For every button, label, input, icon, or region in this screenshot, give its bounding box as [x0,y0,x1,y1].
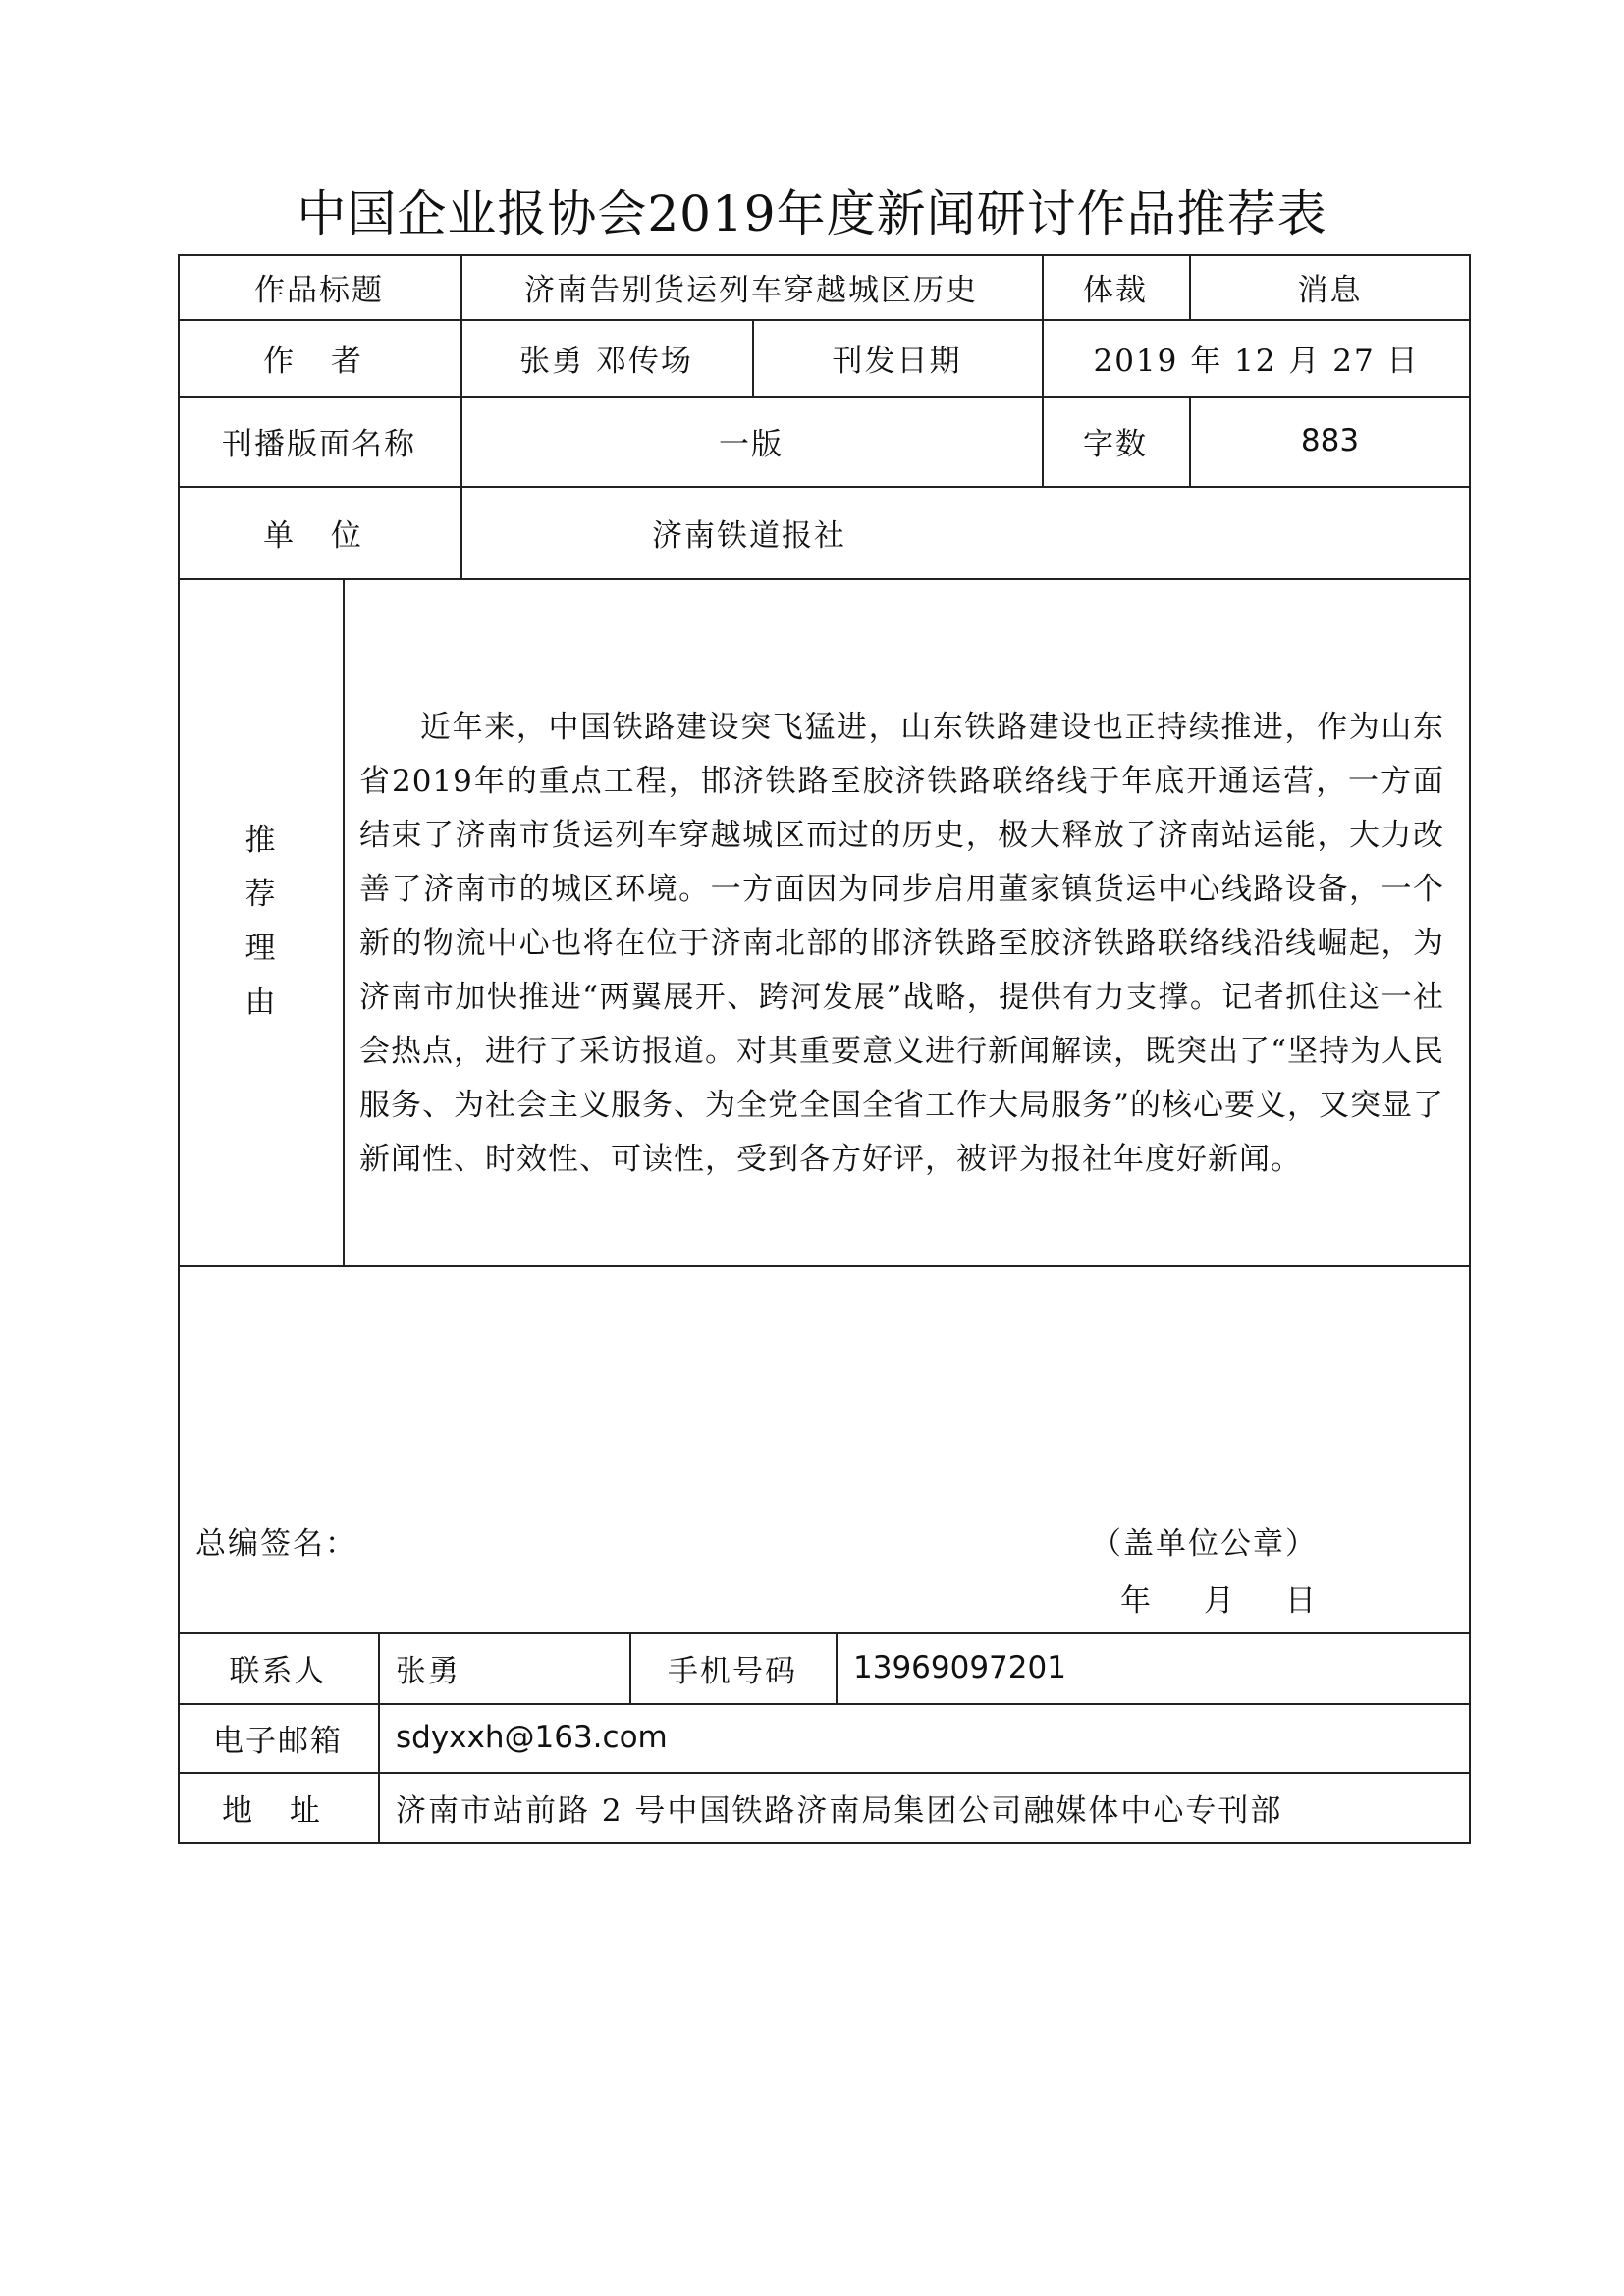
email-label: 电子邮箱 [213,1723,343,1759]
reason-text: 近年来，中国铁路建设突飞猛进，山东铁路建设也正持续推进，作为山东省2019年的重点工程，邯济铁路至胶济铁路联络线于年底开通运营，一方面结束了济南市货运列车穿越城区而过的历史，极大释放了济南站运能，大力改善了济南市的城区环境。一方面因为同步启用董家镇货运中心线路设备，一个新的物流中心也将在位于济南北部的邯济铁路至胶济铁路联络线沿线崛起，为济南市加快推进“两翼展开、跨河发展”战略，提供有力支撑。记者抓住这一社会热点，进行了采访报道。对其重要意义进行新闻解读，既突出了“坚持为人民服务、为社会主义服务、为全党全国全省工作大局服务”的核心要义，又突显了新闻性、时效性、可读性，受到各方好评，被评为报社年度好新闻。 [359,710,1444,1177]
recommendation-form [178,254,1471,1844]
contact-value: 张勇 [396,1653,460,1689]
word-count-value: 883 [1300,423,1360,458]
author-label: 作 者 [263,343,375,379]
editor-signature-label: 总编签名： [195,1526,357,1562]
word-count-label: 字数 [1083,426,1148,462]
reason-label-char: 理 [244,931,276,966]
address-value: 济南市站前路 2 号中国铁路济南局集团公司融媒体中心专刊部 [396,1792,1283,1829]
genre-value: 消息 [1297,272,1363,308]
work-title-label: 作品标题 [254,272,384,308]
phone-value: 13969097201 [853,1650,1066,1685]
work-title-value: 济南告别货运列车穿越城区历史 [524,272,978,308]
date-year: 年 [1120,1583,1153,1619]
page-title: 中国企业报协会2019年度新闻研讨作品推荐表 [297,186,1327,242]
genre-label: 体裁 [1083,272,1148,308]
pub-date-value: 2019 年 12 月 27 日 [1093,343,1420,379]
reason-label-char: 推 [244,823,276,858]
page-name-value: 一版 [719,426,784,462]
email-value: sdyxxh@163.com [396,1720,668,1755]
unit-value: 济南铁道报社 [652,517,846,554]
author-value: 张勇 邓传场 [519,343,693,379]
date-day: 日 [1285,1583,1318,1619]
address-label: 地 址 [222,1792,334,1829]
reason-label-char: 荐 [244,877,276,912]
pub-date-label: 刊发日期 [832,343,962,379]
reason-label [178,578,343,1265]
page-name-label: 刊播版面名称 [222,426,416,462]
unit-label: 单 位 [263,517,375,554]
contact-label: 联系人 [229,1653,327,1689]
date-month: 月 [1204,1583,1236,1619]
phone-label: 手机号码 [668,1653,797,1689]
reason-label-char: 由 [244,985,276,1020]
seal-label: （盖单位公章） [1091,1526,1318,1562]
